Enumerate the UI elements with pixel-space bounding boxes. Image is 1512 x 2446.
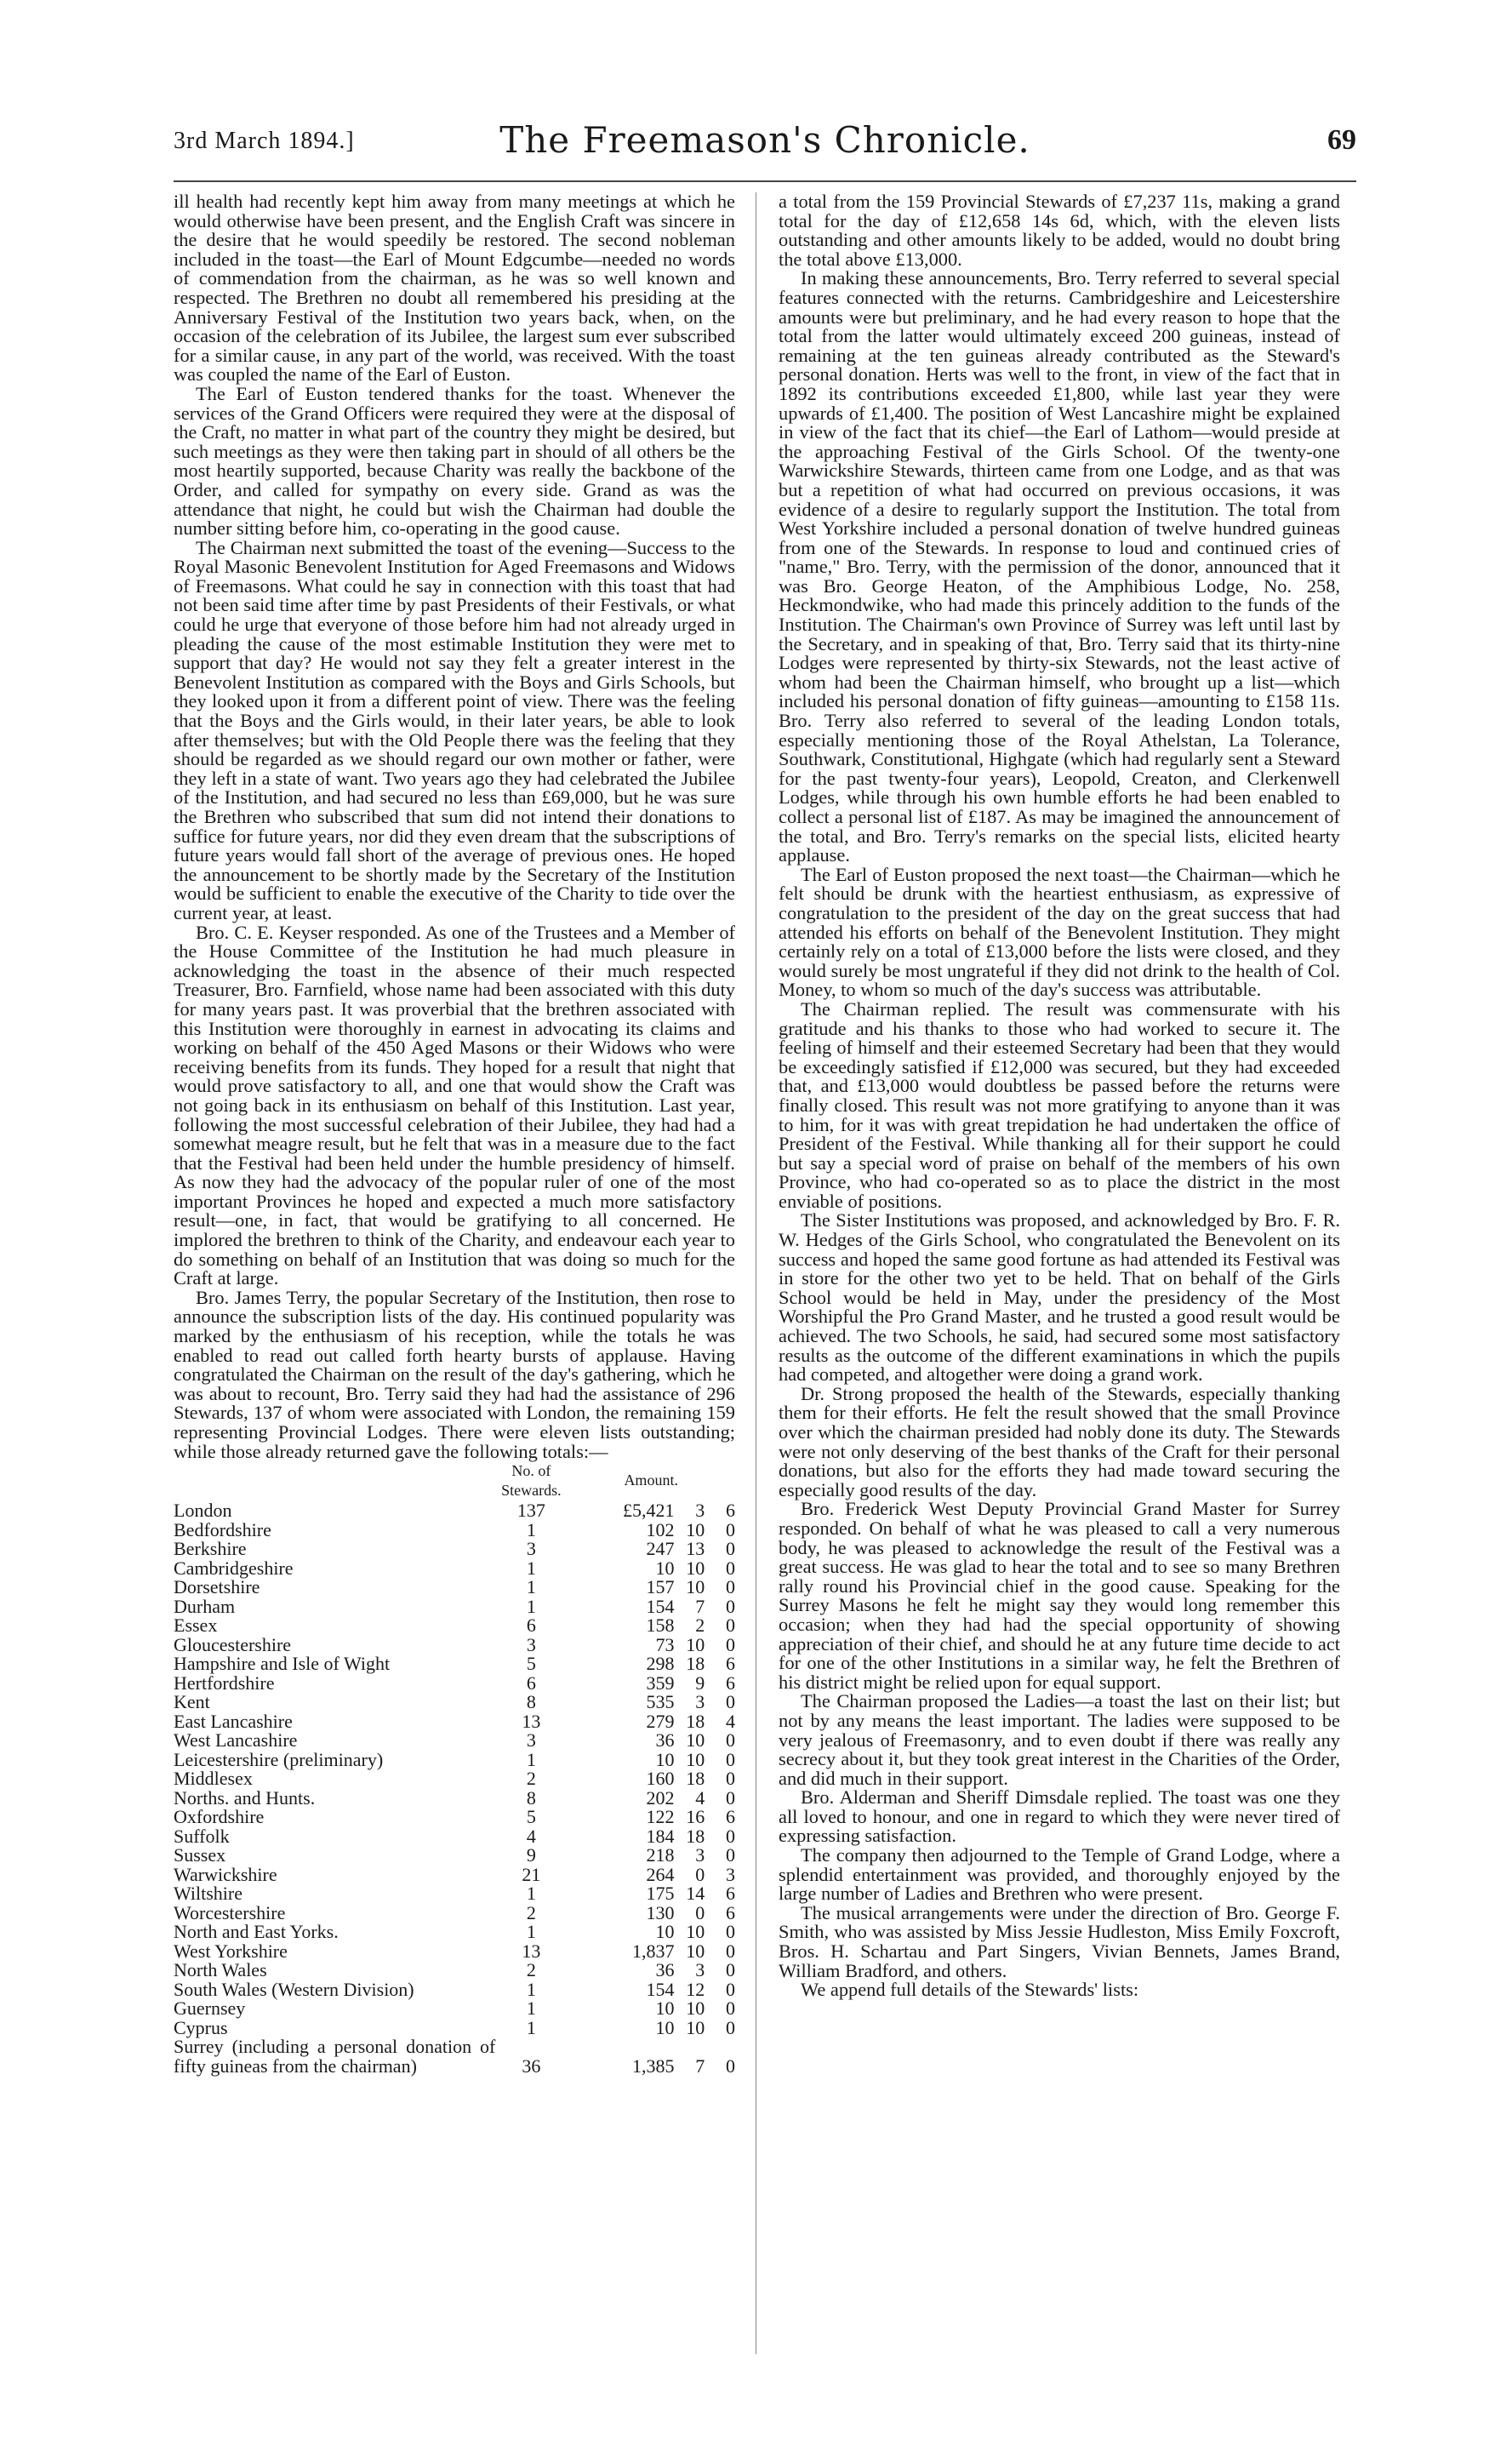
table-row xyxy=(174,1693,735,1712)
amount-pounds: 102 xyxy=(646,1518,675,1540)
table-row xyxy=(174,1731,735,1751)
amount-pounds: 10 xyxy=(655,1557,675,1579)
steward-count: 1 xyxy=(526,1557,536,1579)
amount-pence: 0 xyxy=(726,1518,735,1540)
amount-pence: 0 xyxy=(726,1786,735,1809)
amount-shillings: 4 xyxy=(695,1786,705,1809)
county-name: Cambridgeshire xyxy=(174,1557,294,1579)
amount-pence: 0 xyxy=(726,2055,735,2077)
amount-pounds: 359 xyxy=(646,1672,675,1694)
table-row xyxy=(174,1866,735,1885)
amount-shillings: 0 xyxy=(695,1863,705,1885)
county-name: North and East Yorks. xyxy=(174,1921,339,1943)
county-name: Hampshire and Isle of Wight xyxy=(174,1653,391,1675)
amount-shillings: 0 xyxy=(695,1901,705,1923)
steward-count: 3 xyxy=(526,1633,536,1655)
table-row xyxy=(174,1923,735,1942)
amount-pence: 0 xyxy=(726,1959,735,1981)
amount-pounds: 175 xyxy=(646,1883,675,1905)
article-paragraph: The Chairman proposed the Ladies—a toast the last on their list; but not by any means the least important. The ladies were supposed to be very jealous of Freemasonry, and to even doubt if there was really any secrecy about it, but they took great interest in the Charities of the Order, and did much in their support. xyxy=(779,1690,1340,1789)
amount-pounds: 160 xyxy=(646,1768,675,1790)
amount-pounds: 10 xyxy=(655,1748,675,1770)
amount-pounds: 73 xyxy=(655,1633,675,1655)
header-rule xyxy=(174,180,1356,182)
steward-count: 1 xyxy=(526,1518,536,1540)
amount-pence: 0 xyxy=(726,1978,735,2000)
county-name: Norths. and Hunts. xyxy=(174,1786,316,1809)
county-name: Leicestershire (preliminary) xyxy=(174,1748,384,1770)
amount-pence: 3 xyxy=(726,1863,735,1885)
page-number: 69 xyxy=(1327,124,1356,156)
amount-shillings: 10 xyxy=(686,1557,705,1579)
amount-shillings: 10 xyxy=(686,1921,705,1943)
article-paragraph: The company then adjourned to the Temple of Grand Lodge, where a splendid entertainment was provided, and thoroughly enjoyed by the large number of Ladies and Brethren who were present. xyxy=(779,1844,1340,1905)
amount-pence: 0 xyxy=(726,1633,735,1655)
steward-count: 6 xyxy=(526,1614,536,1637)
table-row xyxy=(174,1712,735,1732)
amount-shillings: 10 xyxy=(686,1729,705,1752)
county-name: Durham xyxy=(174,1595,236,1617)
article-paragraph: Bro. C. E. Keyser responded. As one of the Trustees and a Member of the House Committee of the Institution he had much pleasure in acknowledging the toast in the absence of their much respected Treasurer, Bro. Farnfield, whose name had been associated with this duty for many years past. It was proverbial that the brethren associated with this Institution were thoroughly in earnest in advocating its claims and working on behalf of the 450 Aged Masons or their Widows who were receiving benefits from its funds. They hoped for a result that night that would prove satisfactory to all, and one that would show the Craft was not going back in its enthusiasm on behalf of this Institution. Last year, following the most successful celebration of their Jubilee, they had had a somewhat meagre result, but he felt that was in a measure due to the fact that the Festival had been held under the humble presidency of himself. As now they had the advocacy of the popular ruler of one of the most important Provinces he hoped and expected a much more satisfactory result—one, in fact, that would be gratifying to all concerned. He implored the brethren to think of the Charity, and endeavour each year to do something on behalf of an Institution that was doing so much for the Craft at large. xyxy=(174,921,735,1289)
table-row xyxy=(174,1980,735,2000)
amount-shillings: 3 xyxy=(695,1844,705,1866)
amount-pounds: 36 xyxy=(655,1959,675,1981)
table-row xyxy=(174,1789,735,1809)
amount-shillings: 2 xyxy=(695,1614,705,1637)
article-paragraph: The musical arrangements were under the direction of Bro. George F. Smith, who was assisted by Miss Jessie Hudleston, Miss Emily Foxcroft, Bros. H. Schartau and Part Singers, Vivian Bennets, James Brand, William Bradford, and others. xyxy=(779,1901,1340,1981)
county-name: Gloucestershire xyxy=(174,1633,292,1655)
steward-count: 13 xyxy=(522,1710,541,1732)
county-name: London xyxy=(174,1500,232,1522)
steward-count: 4 xyxy=(526,1825,536,1847)
steward-count: 9 xyxy=(526,1844,536,1866)
county-name: Guernsey xyxy=(174,1997,246,2020)
amount-pence: 0 xyxy=(726,1576,735,1598)
amount-pounds: 202 xyxy=(646,1786,675,1809)
amount-pence: 0 xyxy=(726,1921,735,1943)
amount-pounds: 535 xyxy=(646,1691,675,1713)
amount-shillings: 10 xyxy=(686,1576,705,1598)
county-name: Sussex xyxy=(174,1844,226,1866)
amount-shillings: 10 xyxy=(686,1940,705,1962)
county-name: North Wales xyxy=(174,1959,267,1981)
amount-pence: 6 xyxy=(726,1901,735,1923)
table-row xyxy=(174,1616,735,1636)
amount-shillings: 16 xyxy=(686,1806,705,1828)
amount-shillings: 18 xyxy=(686,1653,705,1675)
amount-shillings: 18 xyxy=(686,1768,705,1790)
article-paragraph: a total from the 159 Provincial Stewards of £7,237 11s, making a grand total for the day of £12,658 14s 6d, which, with the eleven lists outstanding and other amounts likely to be added, would no doubt bring the total above £13,000. xyxy=(779,191,1340,270)
county-name: Cyprus xyxy=(174,2016,228,2038)
table-row xyxy=(174,1999,735,2019)
article-paragraph: In making these announcements, Bro. Terry referred to several special features connected with the returns. Cambridgeshire and Leicestershire amounts were but preliminary, and he had every reason to hope that the total from the latter would ultimately exceed 200 guineas, instead of remaining at the ten guineas already contributed as the Steward's personal donation. Herts was well to the front, in view of the fact that in 1892 its contributions exceeded £1,800, while last year they were upwards of £1,400. The position of West Lancashire might be explained in view of the fact that its chief—the Earl of Lathom—would preside at the approaching Festival of the Girls School. Of the twenty-one Warwickshire Stewards, thirteen came from one Lodge, and as that was but a repetition of what had occurred on previous occasions, it was evidence of a desire to regularly support the Institution. The total from West Yorkshire included a personal donation of twelve hundred guineas from one of the Stewards. In response to loud and continued cries of "name," Bro. Terry, with the permission of the donor, announced that it was Bro. George Heaton, of the Amphibious Lodge, No. 258, Heckmondwike, who had made this princely addition to the funds of the Institution. The Chairman's own Province of Surrey was left until last by the Secretary, and in speaking of that, Bro. Terry said that its thirty-nine Lodges were represented by thirty-six Stewards, not the least active of whom had been the Chairman himself, who brought up a list—which included his personal donation of fifty guineas—amounting to £158 11s. Bro. Terry also referred to several of the leading London totals, especially mentioning those of the Royal Athelstan, La Tolerance, Southwark, Constitutional, Highgate (which had regularly sent a Steward for the past twenty-four years), Leopold, Creaton, and Clerkenwell Lodges, while through his own humble efforts he had been enabled to collect a personal list of £187. As may be imagined the announcement of the total, and Bro. Terry's remarks on the special lists, elicited hearty applause. xyxy=(779,267,1340,866)
amount-pounds: 122 xyxy=(646,1806,675,1828)
steward-count: 1 xyxy=(526,2016,536,2038)
amount-pounds: 1,385 xyxy=(632,2055,675,2077)
amount-shillings: 14 xyxy=(686,1883,705,1905)
table-row xyxy=(174,1769,735,1789)
amount-pounds: 298 xyxy=(646,1653,675,1675)
county-name: Wiltshire xyxy=(174,1883,242,1905)
table-row xyxy=(174,1808,735,1827)
steward-count: 5 xyxy=(526,1806,536,1828)
amount-shillings: 7 xyxy=(695,2055,705,2077)
amount-shillings: 3 xyxy=(695,1691,705,1713)
publication-title: The Freemason's Chronicle. xyxy=(499,119,1030,161)
steward-count: 1 xyxy=(526,1576,536,1598)
amount-pounds: 10 xyxy=(655,1921,675,1943)
steward-count: 1 xyxy=(526,1997,536,2020)
amount-pounds: 1,837 xyxy=(632,1940,675,1962)
table-row xyxy=(174,1751,735,1770)
county-name: Berkshire xyxy=(174,1538,247,1560)
article-paragraph: ill health had recently kept him away from many meetings at which he would otherwise have been present, and the English Craft was sincere in the desire that he would speedily be restored. The second nobleman included in the toast—the Earl of Mount Edgcumbe—needed no words of commendation from the chairman, as he was so well known and respected. The Brethren no doubt all remembered his presiding at the Anniversary Festival of the Institution two years back, when, on the occasion of the celebration of its Jubilee, the largest sum ever subscribed for a similar cause, in any part of the world, was received. With the toast was coupled the name of the Earl of Euston. xyxy=(174,191,735,386)
steward-count: 3 xyxy=(526,1729,536,1752)
steward-count: 1 xyxy=(526,1595,536,1617)
table-row xyxy=(174,1540,735,1559)
amount-pence: 0 xyxy=(726,1614,735,1637)
amount-pence: 6 xyxy=(726,1672,735,1694)
amount-pounds: 279 xyxy=(646,1710,675,1732)
amount-shillings: 10 xyxy=(686,1748,705,1770)
table-row xyxy=(174,1597,735,1617)
article-paragraph: The Earl of Euston proposed the next toast—the Chairman—which he felt should be drunk with the heartiest enthusiasm, as expressive of congratulation to the president of the day on the great success that had attended his efforts on behalf of the Benevolent Institution. They might certainly rely on a total of £13,000 before the lists were closed, and they would surely be most ungrateful if they did not drink to the health of Col. Money, to whom so much of the day's success was attributable. xyxy=(779,863,1340,1001)
amount-pounds: 157 xyxy=(646,1576,675,1598)
steward-count: 1 xyxy=(526,1921,536,1943)
amount-pence: 0 xyxy=(726,1691,735,1713)
steward-count: 1 xyxy=(526,1978,536,2000)
table-row xyxy=(174,1846,735,1866)
amount-pounds: 158 xyxy=(646,1614,675,1637)
amount-pence: 0 xyxy=(726,2016,735,2038)
table-row xyxy=(174,1674,735,1694)
amount-pence: 6 xyxy=(726,1883,735,1905)
table-row xyxy=(174,1884,735,1904)
amount-pence: 0 xyxy=(726,1825,735,1847)
amount-shillings: 10 xyxy=(686,2016,705,2038)
county-name: West Yorkshire xyxy=(174,1940,288,1962)
amount-pence: 0 xyxy=(726,1748,735,1770)
steward-count: 8 xyxy=(526,1786,536,1809)
article-paragraph: Dr. Strong proposed the health of the Stewards, especially thanking them for their efforts. He felt the result showed that the small Province over which the chairman presided had nobly done its duty. The Stewards were not only deserving of the best thanks of the Craft for their personal donations, but also for the efforts they had made toward securing the especially good results of the day. xyxy=(779,1382,1340,1500)
county-name: Hertfordshire xyxy=(174,1672,275,1694)
amount-pence: 0 xyxy=(726,1844,735,1866)
article-paragraph: We append full details of the Stewards' lists: xyxy=(801,1979,1139,2001)
amount-shillings: 18 xyxy=(686,1710,705,1732)
table-row xyxy=(174,1559,735,1579)
table-row xyxy=(174,1636,735,1655)
steward-count: 2 xyxy=(526,1901,536,1923)
left-column xyxy=(174,192,735,2076)
county-name: Warwickshire xyxy=(174,1863,277,1885)
amount-shillings: 7 xyxy=(695,1595,705,1617)
county-name: Bedfordshire xyxy=(174,1518,271,1540)
county-name: Essex xyxy=(174,1614,218,1637)
amount-shillings: 12 xyxy=(686,1978,705,2000)
table-row xyxy=(174,1654,735,1674)
amount-shillings: 18 xyxy=(686,1825,705,1847)
county-name: Dorsetshire xyxy=(174,1576,260,1598)
county-name: Oxfordshire xyxy=(174,1806,265,1828)
amount-pence: 4 xyxy=(726,1710,735,1732)
amount-shillings: 10 xyxy=(686,1633,705,1655)
table-row xyxy=(174,1521,735,1540)
header-amount: Amount. xyxy=(624,1472,678,1489)
article-paragraph: The Chairman replied. The result was commensurate with his gratitude and his thanks to those who had worked to secure it. The feeling of himself and their esteemed Secretary had been that they would be exceedingly satisfied if £12,000 was secured, but they had exceeded that, and £13,000 would doubtless be passed before the returns were finally closed. This result was not more gratifying to anyone than it was to him, for it was with great trepidation he had undertaken the office of President of the Festival. While thanking all for their support he could but say a special word of praise on behalf of the members of his own Province, who had co-operated so as to place the district in the most enviable of positions. xyxy=(779,997,1340,1212)
table-row xyxy=(174,2037,735,2076)
amount-pence: 0 xyxy=(726,1595,735,1617)
table-row xyxy=(174,1961,735,1980)
steward-count: 2 xyxy=(526,1959,536,1981)
amount-pounds: 36 xyxy=(655,1729,675,1752)
article-paragraph: The Chairman next submitted the toast of the evening—Success to the Royal Masonic Benevolent Institution for Aged Freemasons and Widows of Freemasons. What could he say in connection with this toast that had not been said time after time by past Presidents of their Festivals, or what could he urge that everyone of those before him had not already urged in pleading the cause of the most estimable Institution they were met to support that day? He would not say they felt a greater interest in the Benevolent Institution as compared with the Boys and Girls Schools, but they looked upon it from a different point of view. There was the feeling that the Boys and the Girls would, in their later years, be able to look after themselves; but with the Old People there was the feeling that they should be regarded as we should regard our own mother or father, were they left in a state of want. Two years ago they had celebrated the Jubilee of the Institution, and had secured no less than £69,000, but he was sure the Brethren who subscribed that sum did not intend their donations to suffice for future years, nor did they even dream that the subscriptions of future years would fall short of the average of previous ones. He hoped the announcement to be shortly made by the Secretary of the Institution would be sufficient to enable the executive of the Charity to tide over the current year, at least. xyxy=(174,536,735,923)
steward-count: 8 xyxy=(526,1691,536,1713)
amount-pounds: 154 xyxy=(646,1595,675,1617)
county-name: South Wales (Western Division) xyxy=(174,1978,414,2000)
amount-shillings: 10 xyxy=(686,1997,705,2020)
table-row xyxy=(174,1501,735,1521)
amount-shillings: 13 xyxy=(686,1538,705,1560)
steward-count: 3 xyxy=(526,1538,536,1560)
amount-pounds: £5,421 xyxy=(623,1500,675,1522)
steward-count: 1 xyxy=(526,1748,536,1770)
article-paragraph: The Earl of Euston tendered thanks for the toast. Whenever the services of the Grand Officers were required they were at the disposal of the Craft, no matter in what part of the country they might be desired, but such meetings as they were then taking part in should of all others be the most heartily supported, because Charity was really the backbone of the Order, and called for sympathy on every side. Grand as was the attendance that night, he could but wish the Chairman had double the number sitting before him, co-operating in the good cause. xyxy=(174,382,735,540)
steward-count: 1 xyxy=(526,1883,536,1905)
amount-shillings: 3 xyxy=(695,1959,705,1981)
stewards-totals-table xyxy=(174,1461,735,2076)
page-header xyxy=(174,119,1356,170)
amount-shillings: 10 xyxy=(686,1518,705,1540)
amount-pence: 0 xyxy=(726,1729,735,1752)
amount-pence: 6 xyxy=(726,1806,735,1828)
county-name: Middlesex xyxy=(174,1768,253,1790)
steward-count: 21 xyxy=(522,1863,541,1885)
county-name: East Lancashire xyxy=(174,1710,293,1732)
amount-pounds: 184 xyxy=(646,1825,675,1847)
article-paragraph: Bro. James Terry, the popular Secretary of the Institution, then rose to announce the subscription lists of the day. His continued popularity was marked by the enthusiasm of his reception, while the totals he was enabled to read out called forth hearty bursts of applause. Having congratulated the Chairman on the result of the day's gathering, which he was about to recount, Bro. Terry said they had had the assistance of 296 Stewards, 137 of whom were associated with London, the remaining 159 representing Provincial Lodges. There were eleven lists outstanding; while those already returned gave the following totals:— xyxy=(174,1286,735,1462)
amount-pounds: 10 xyxy=(655,1997,675,2020)
steward-count: 6 xyxy=(526,1672,536,1694)
amount-pounds: 154 xyxy=(646,1978,675,2000)
steward-count: 137 xyxy=(516,1500,545,1522)
table-row xyxy=(174,1904,735,1923)
amount-pence: 0 xyxy=(726,1940,735,1962)
table-row xyxy=(174,1827,735,1847)
amount-pounds: 247 xyxy=(646,1538,675,1560)
table-row xyxy=(174,2019,735,2038)
amount-shillings: 9 xyxy=(695,1672,705,1694)
steward-count: 13 xyxy=(522,1940,541,1962)
right-column xyxy=(779,192,1340,2000)
amount-pounds: 130 xyxy=(646,1901,675,1923)
steward-count: 36 xyxy=(522,2055,541,2077)
amount-pounds: 264 xyxy=(646,1863,675,1885)
county-name: Worcestershire xyxy=(174,1901,286,1923)
article-paragraph: Bro. Frederick West Deputy Provincial Grand Master for Surrey responded. On behalf of what he was pleased to call a very numerous body, he was pleased to acknowledge the result of the Festival was a great success. He was glad to hear the total and to see so many Brethren rally round his Provincial chief in the good cause. Speaking for the Surrey Masons he felt he might say they would long remember this occasion; when they had had the special opportunity of showing appreciation of their chief, and should he at any future time decide to act for one of the other Institutions in a similar way, he felt the Brethren of his district might be relied upon for equal support. xyxy=(779,1498,1340,1693)
amount-pence: 0 xyxy=(726,1768,735,1790)
county-name: Surrey (including a personal donation of fifty guineas from the chairman) xyxy=(174,2036,496,2077)
amount-pounds: 10 xyxy=(655,2016,675,2038)
article-paragraph: The Sister Institutions was proposed, and acknowledged by Bro. F. R. W. Hedges of the Girls School, who congratulated the Benevolent on its success and hoped the same good fortune as had attended its Festival was in store for the other two yet to be held. That on behalf of the Girls School would be held in May, under the presidency of the Most Worshipful the Pro Grand Master, and he trusted a good result would be achieved. The two Schools, he said, had secured some most satisfactory results as the outcome of the different examinations in which the pupils had competed, and altogether were doing a grand work. xyxy=(779,1209,1340,1386)
header-stewards: No. of Stewards. xyxy=(501,1462,562,1499)
article-paragraph: Bro. Alderman and Sheriff Dimsdale replied. The toast was one they all loved to honour, and one in regard to which they were never tired of expressing satisfaction. xyxy=(779,1786,1340,1847)
amount-pence: 0 xyxy=(726,1557,735,1579)
steward-count: 2 xyxy=(526,1768,536,1790)
amount-pence: 0 xyxy=(726,1538,735,1560)
amount-pence: 0 xyxy=(726,1997,735,2020)
table-row xyxy=(174,1578,735,1597)
amount-shillings: 3 xyxy=(695,1500,705,1522)
table-row xyxy=(174,1942,735,1962)
issue-date: 3rd March 1894.] xyxy=(174,128,355,154)
amount-pence: 6 xyxy=(726,1653,735,1675)
steward-count: 5 xyxy=(526,1653,536,1675)
county-name: Kent xyxy=(174,1691,210,1713)
county-name: Suffolk xyxy=(174,1825,230,1847)
county-name: West Lancashire xyxy=(174,1729,298,1752)
amount-pounds: 218 xyxy=(646,1844,675,1866)
table-header-row xyxy=(174,1461,735,1501)
amount-pence: 6 xyxy=(726,1500,735,1522)
table-body xyxy=(174,1501,735,2076)
